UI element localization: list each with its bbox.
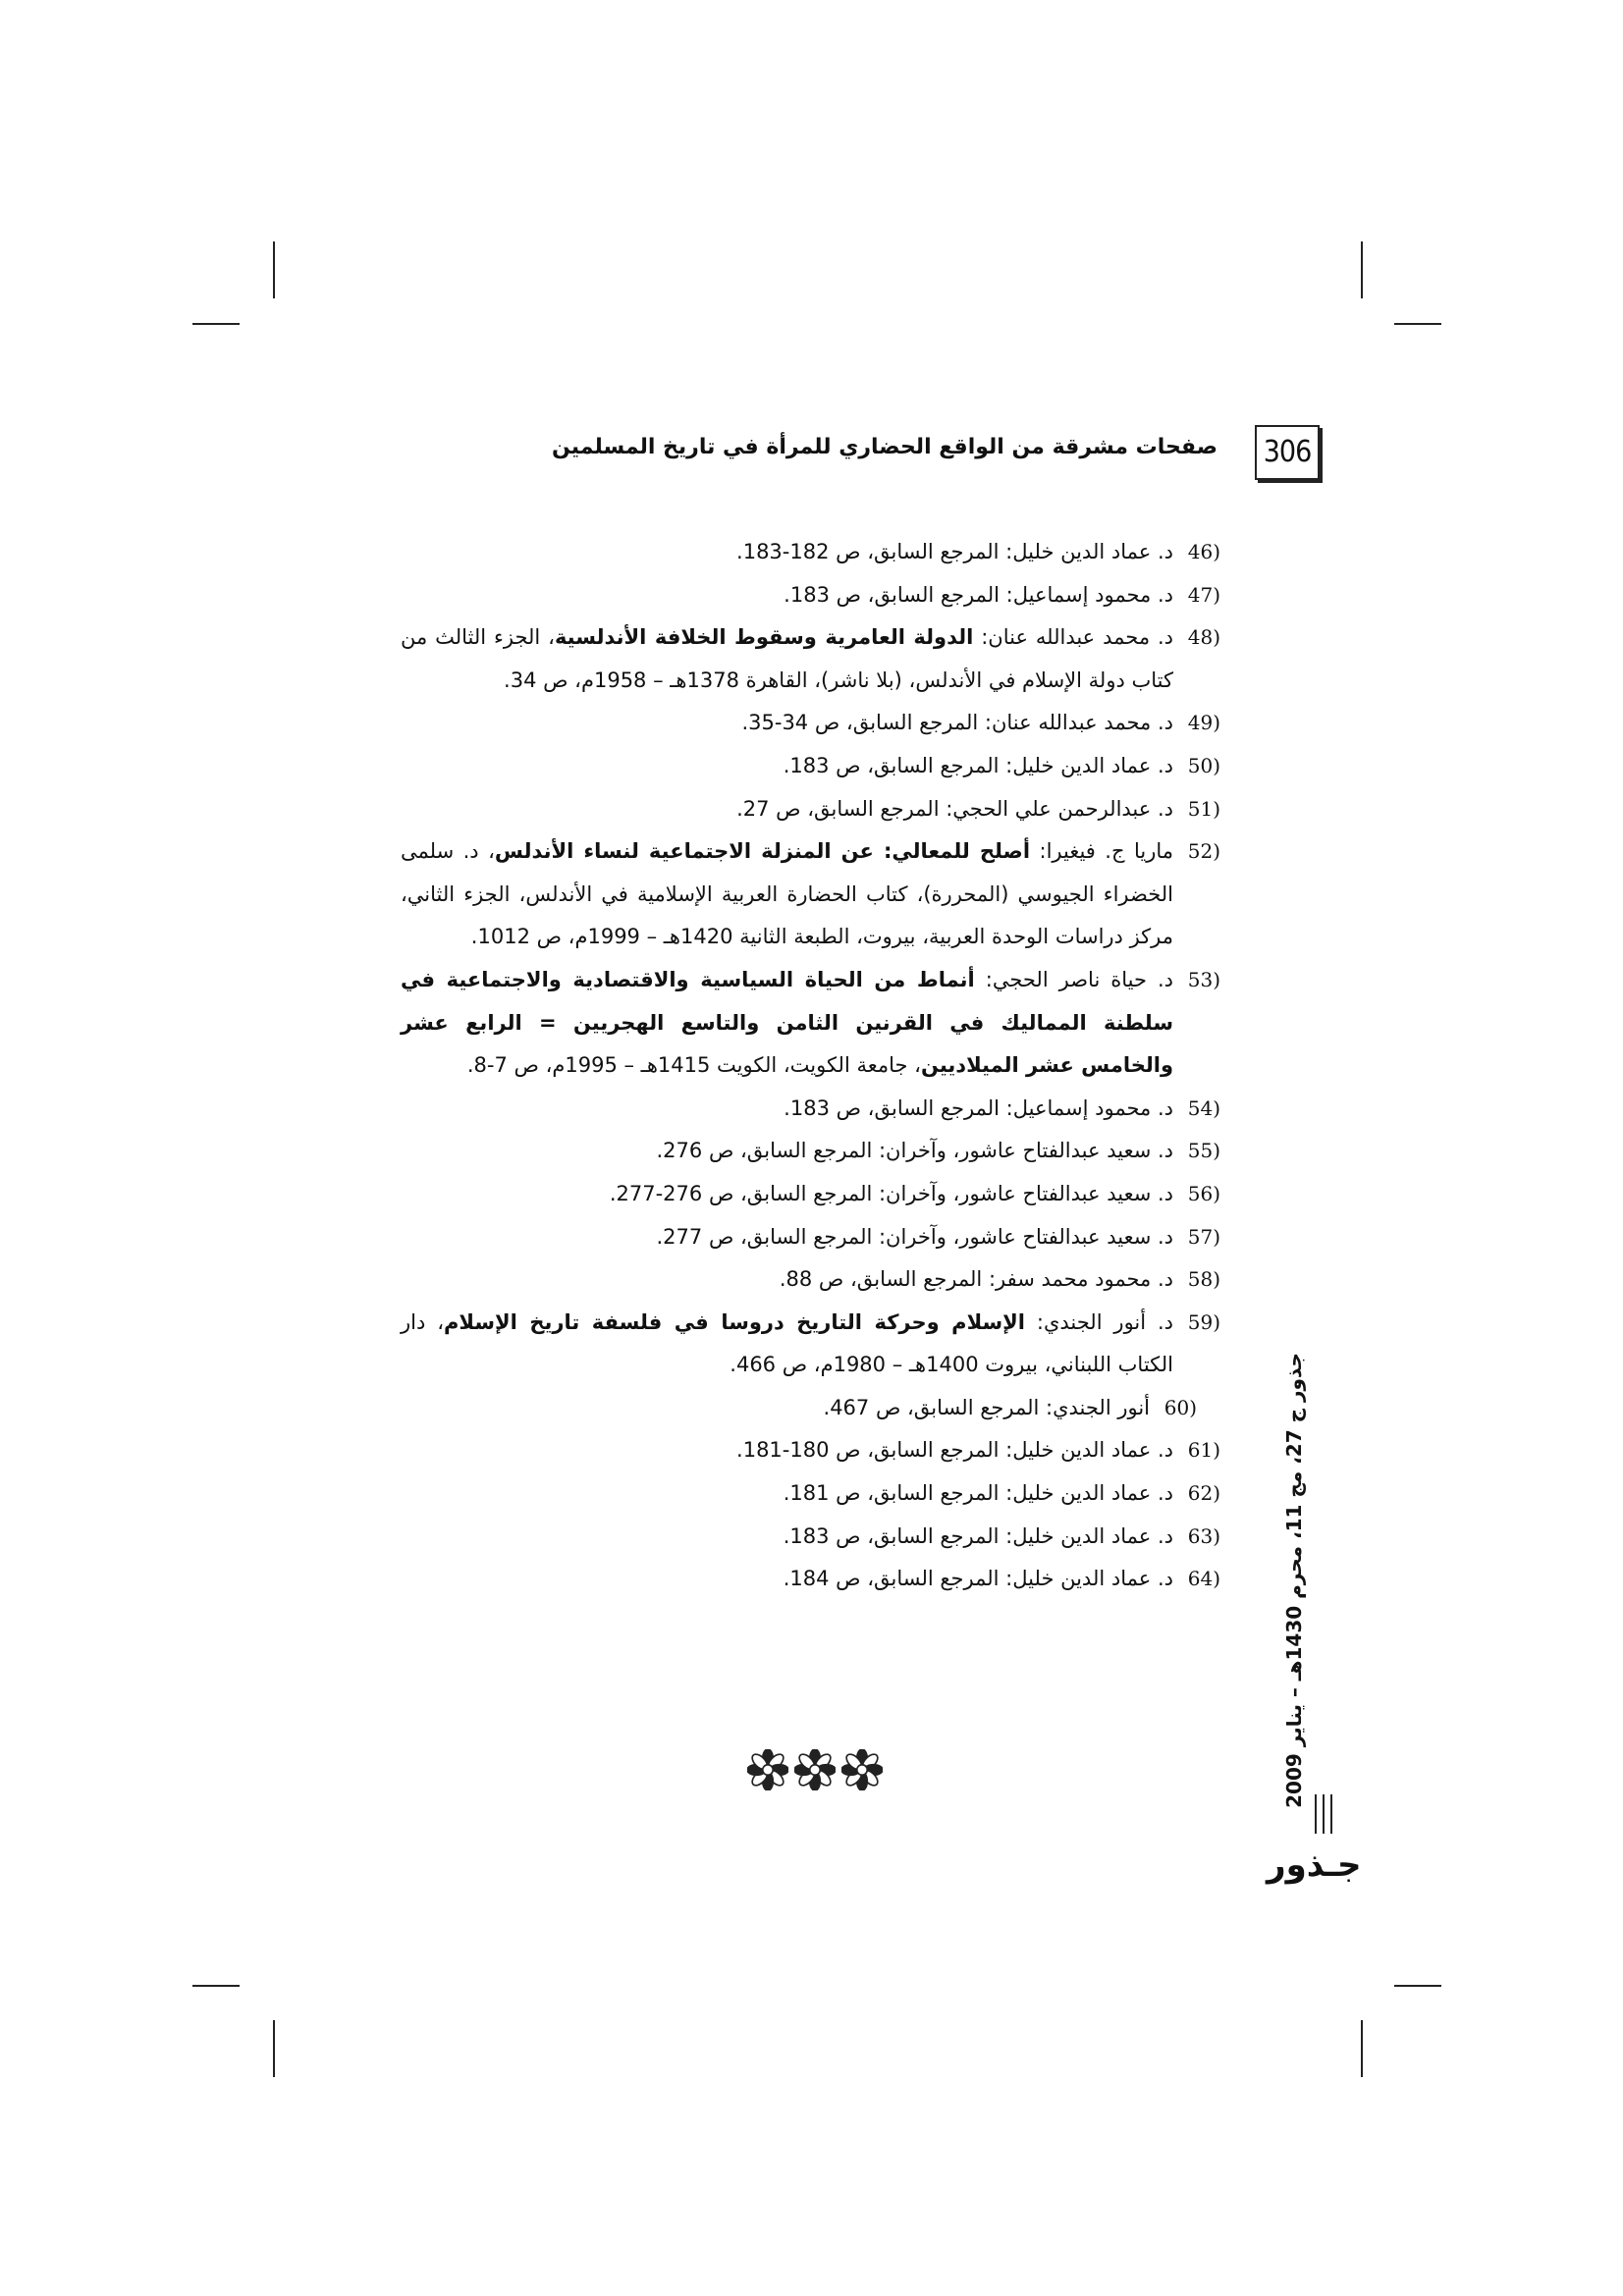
endnote-number: 63 ) — [1175, 1516, 1220, 1559]
endnote-64 — [401, 1558, 1220, 1601]
endnote-text: ماريا ج. فيغيرا: — [1030, 839, 1173, 864]
endnote-55 — [401, 1130, 1220, 1173]
endnotes-list — [401, 531, 1220, 1601]
page-header — [551, 425, 1325, 482]
endnote-62 — [401, 1472, 1220, 1516]
endnote-number: 55 ) — [1175, 1130, 1220, 1173]
endnote-title: الإسلام وحركة التاريخ دروسا في فلسفة تاريخ الإسلام — [444, 1309, 1025, 1334]
endnote-52 — [401, 830, 1220, 959]
journal-issue-info: جذور ج 27، مج 11، محرم 1430هـ – يناير 2009 — [1282, 1353, 1306, 1808]
endnote-number: 46 ) — [1175, 531, 1220, 574]
endnote-number: 48 ) — [1175, 616, 1220, 660]
crop-mark — [1394, 1985, 1441, 1987]
endnote-number: 59 ) — [1175, 1302, 1220, 1345]
endnote-63 — [401, 1516, 1220, 1559]
endnote-46 — [401, 531, 1220, 574]
endnote-number: 52 ) — [1175, 830, 1220, 874]
endnote-48 — [401, 616, 1220, 702]
endnote-text: أنور الجندي: المرجع السابق، ص 467. — [823, 1395, 1150, 1419]
journal-info-strip — [1274, 1353, 1314, 1808]
endnote-text: د. محمود محمد سفر: المرجع السابق، ص 88. — [779, 1267, 1173, 1292]
endnote-text: د. عماد الدين خليل: المرجع السابق، ص 183. — [783, 753, 1173, 777]
endnote-59 — [401, 1302, 1220, 1387]
endnote-number: 61 ) — [1175, 1429, 1220, 1472]
journal-logo: جـذور — [1267, 1845, 1362, 1885]
endnote-title: أصلح للمعالي: عن المنزلة الاجتماعية لنساء الأندلس — [494, 839, 1031, 864]
endnote-54 — [401, 1088, 1220, 1131]
crop-mark — [273, 241, 275, 298]
endnote-60 — [401, 1387, 1197, 1430]
endnote-47 — [401, 574, 1220, 617]
sidebar-rule — [1330, 1794, 1332, 1834]
endnote-text: د. سعيد عبدالفتاح عاشور، وآخران: المرجع السابق، ص 276. — [656, 1139, 1173, 1163]
sidebar-rule — [1315, 1794, 1317, 1834]
endnote-text: ، دار الكتاب اللبناني، بيروت 1400هـ – 1980م، ص 466. — [401, 1309, 1173, 1377]
endnote-50 — [401, 745, 1220, 788]
endnote-number: 60 ) — [1152, 1387, 1197, 1430]
endnote-text: ، الجزء الثالث من كتاب دولة الإسلام في الأندلس، (بلا ناشر)، القاهرة 1378هـ – 1958م، ص 34. — [401, 625, 1173, 692]
endnote-number: 64 ) — [1175, 1558, 1220, 1601]
endnote-number: 51 ) — [1175, 788, 1220, 831]
endnote-text: د. سعيد عبدالفتاح عاشور، وآخران: المرجع السابق، ص 277. — [656, 1224, 1173, 1249]
endnote-text: د. محمد عبدالله عنان: — [973, 625, 1174, 650]
endnote-51 — [401, 788, 1220, 831]
crop-mark — [192, 1985, 240, 1987]
endnote-text: د. عماد الدين خليل: المرجع السابق، ص 183. — [783, 1523, 1173, 1548]
endnote-text: ، د. سلمى الخضراء الجيوسي (المحررة)، كتاب الحضارة العربية الإسلامية في الأندلس، الجزء الثاني، مركز دراسات الوحدة العربية، بيروت، الطبعة الثانية 1420هـ – 1999م، ص 1012. — [401, 839, 1173, 949]
endnote-57 — [401, 1216, 1220, 1259]
endnote-number: 53 ) — [1175, 959, 1220, 1002]
endnote-title: أنماط من الحياة السياسية والاقتصادية والاجتماعية في سلطنة المماليك في القرنين الثامن والتاسع الهجريين = الرابع عشر والخامس عشر الميلاديين — [401, 967, 1173, 1078]
endnote-text: د. أنور الجندي: — [1025, 1309, 1174, 1334]
endnote-text: د. حياة ناصر الحجي: — [974, 967, 1173, 991]
endnote-text: د. محمود إسماعيل: المرجع السابق، ص 183. — [784, 1095, 1173, 1120]
page-number: 306 — [1255, 425, 1320, 480]
crop-mark — [1361, 2020, 1363, 2077]
endnote-number: 50 ) — [1175, 745, 1220, 788]
endnote-number: 54 ) — [1175, 1088, 1220, 1131]
flower-ornament-icon — [794, 1749, 836, 1790]
endnote-text: د. سعيد عبدالفتاح عاشور، وآخران: المرجع السابق، ص 276-277. — [609, 1181, 1173, 1205]
endnote-number: 58 ) — [1175, 1258, 1220, 1302]
crop-mark — [192, 323, 240, 325]
endnote-53 — [401, 959, 1220, 1088]
endnote-text: د. عماد الدين خليل: المرجع السابق، ص 181. — [783, 1481, 1173, 1506]
endnote-58 — [401, 1258, 1220, 1302]
crop-mark — [1361, 241, 1363, 298]
endnote-number: 57 ) — [1175, 1216, 1220, 1259]
flower-ornament-icon — [841, 1749, 883, 1790]
endnote-text: د. محمد عبدالله عنان: المرجع السابق، ص 34-35. — [741, 711, 1173, 735]
endnote-number: 49 ) — [1175, 702, 1220, 745]
endnote-text: ، جامعة الكويت، الكويت 1415هـ – 1995م، ص 7-8. — [466, 1053, 921, 1078]
flower-ornament-icon — [747, 1749, 788, 1790]
endnote-number: 56 ) — [1175, 1173, 1220, 1216]
endnote-49 — [401, 702, 1220, 745]
running-title: صفحات مشرقة من الواقع الحضاري للمرأة في تاريخ المسلمين — [551, 435, 1217, 459]
endnote-title: الدولة العامرية وسقوط الخلافة الأندلسية — [554, 625, 974, 650]
crop-mark — [273, 2020, 275, 2077]
endnote-number: 47 ) — [1175, 574, 1220, 617]
endnote-text: د. محمود إسماعيل: المرجع السابق، ص 183. — [784, 582, 1173, 607]
crop-mark — [1394, 323, 1441, 325]
endnote-text: د. عماد الدين خليل: المرجع السابق، ص 184. — [783, 1567, 1173, 1591]
sidebar-rule — [1323, 1794, 1325, 1834]
endnote-61 — [401, 1429, 1220, 1472]
endnote-text: د. عبدالرحمن علي الحجي: المرجع السابق، ص 27. — [736, 796, 1173, 821]
endnote-number: 62 ) — [1175, 1472, 1220, 1516]
endnote-text: د. عماد الدين خليل: المرجع السابق، ص 182-183. — [736, 540, 1173, 563]
endnote-text: د. عماد الدين خليل: المرجع السابق، ص 180-181. — [736, 1438, 1173, 1463]
section-end-ornament — [746, 1749, 884, 1792]
endnote-56 — [401, 1173, 1220, 1216]
